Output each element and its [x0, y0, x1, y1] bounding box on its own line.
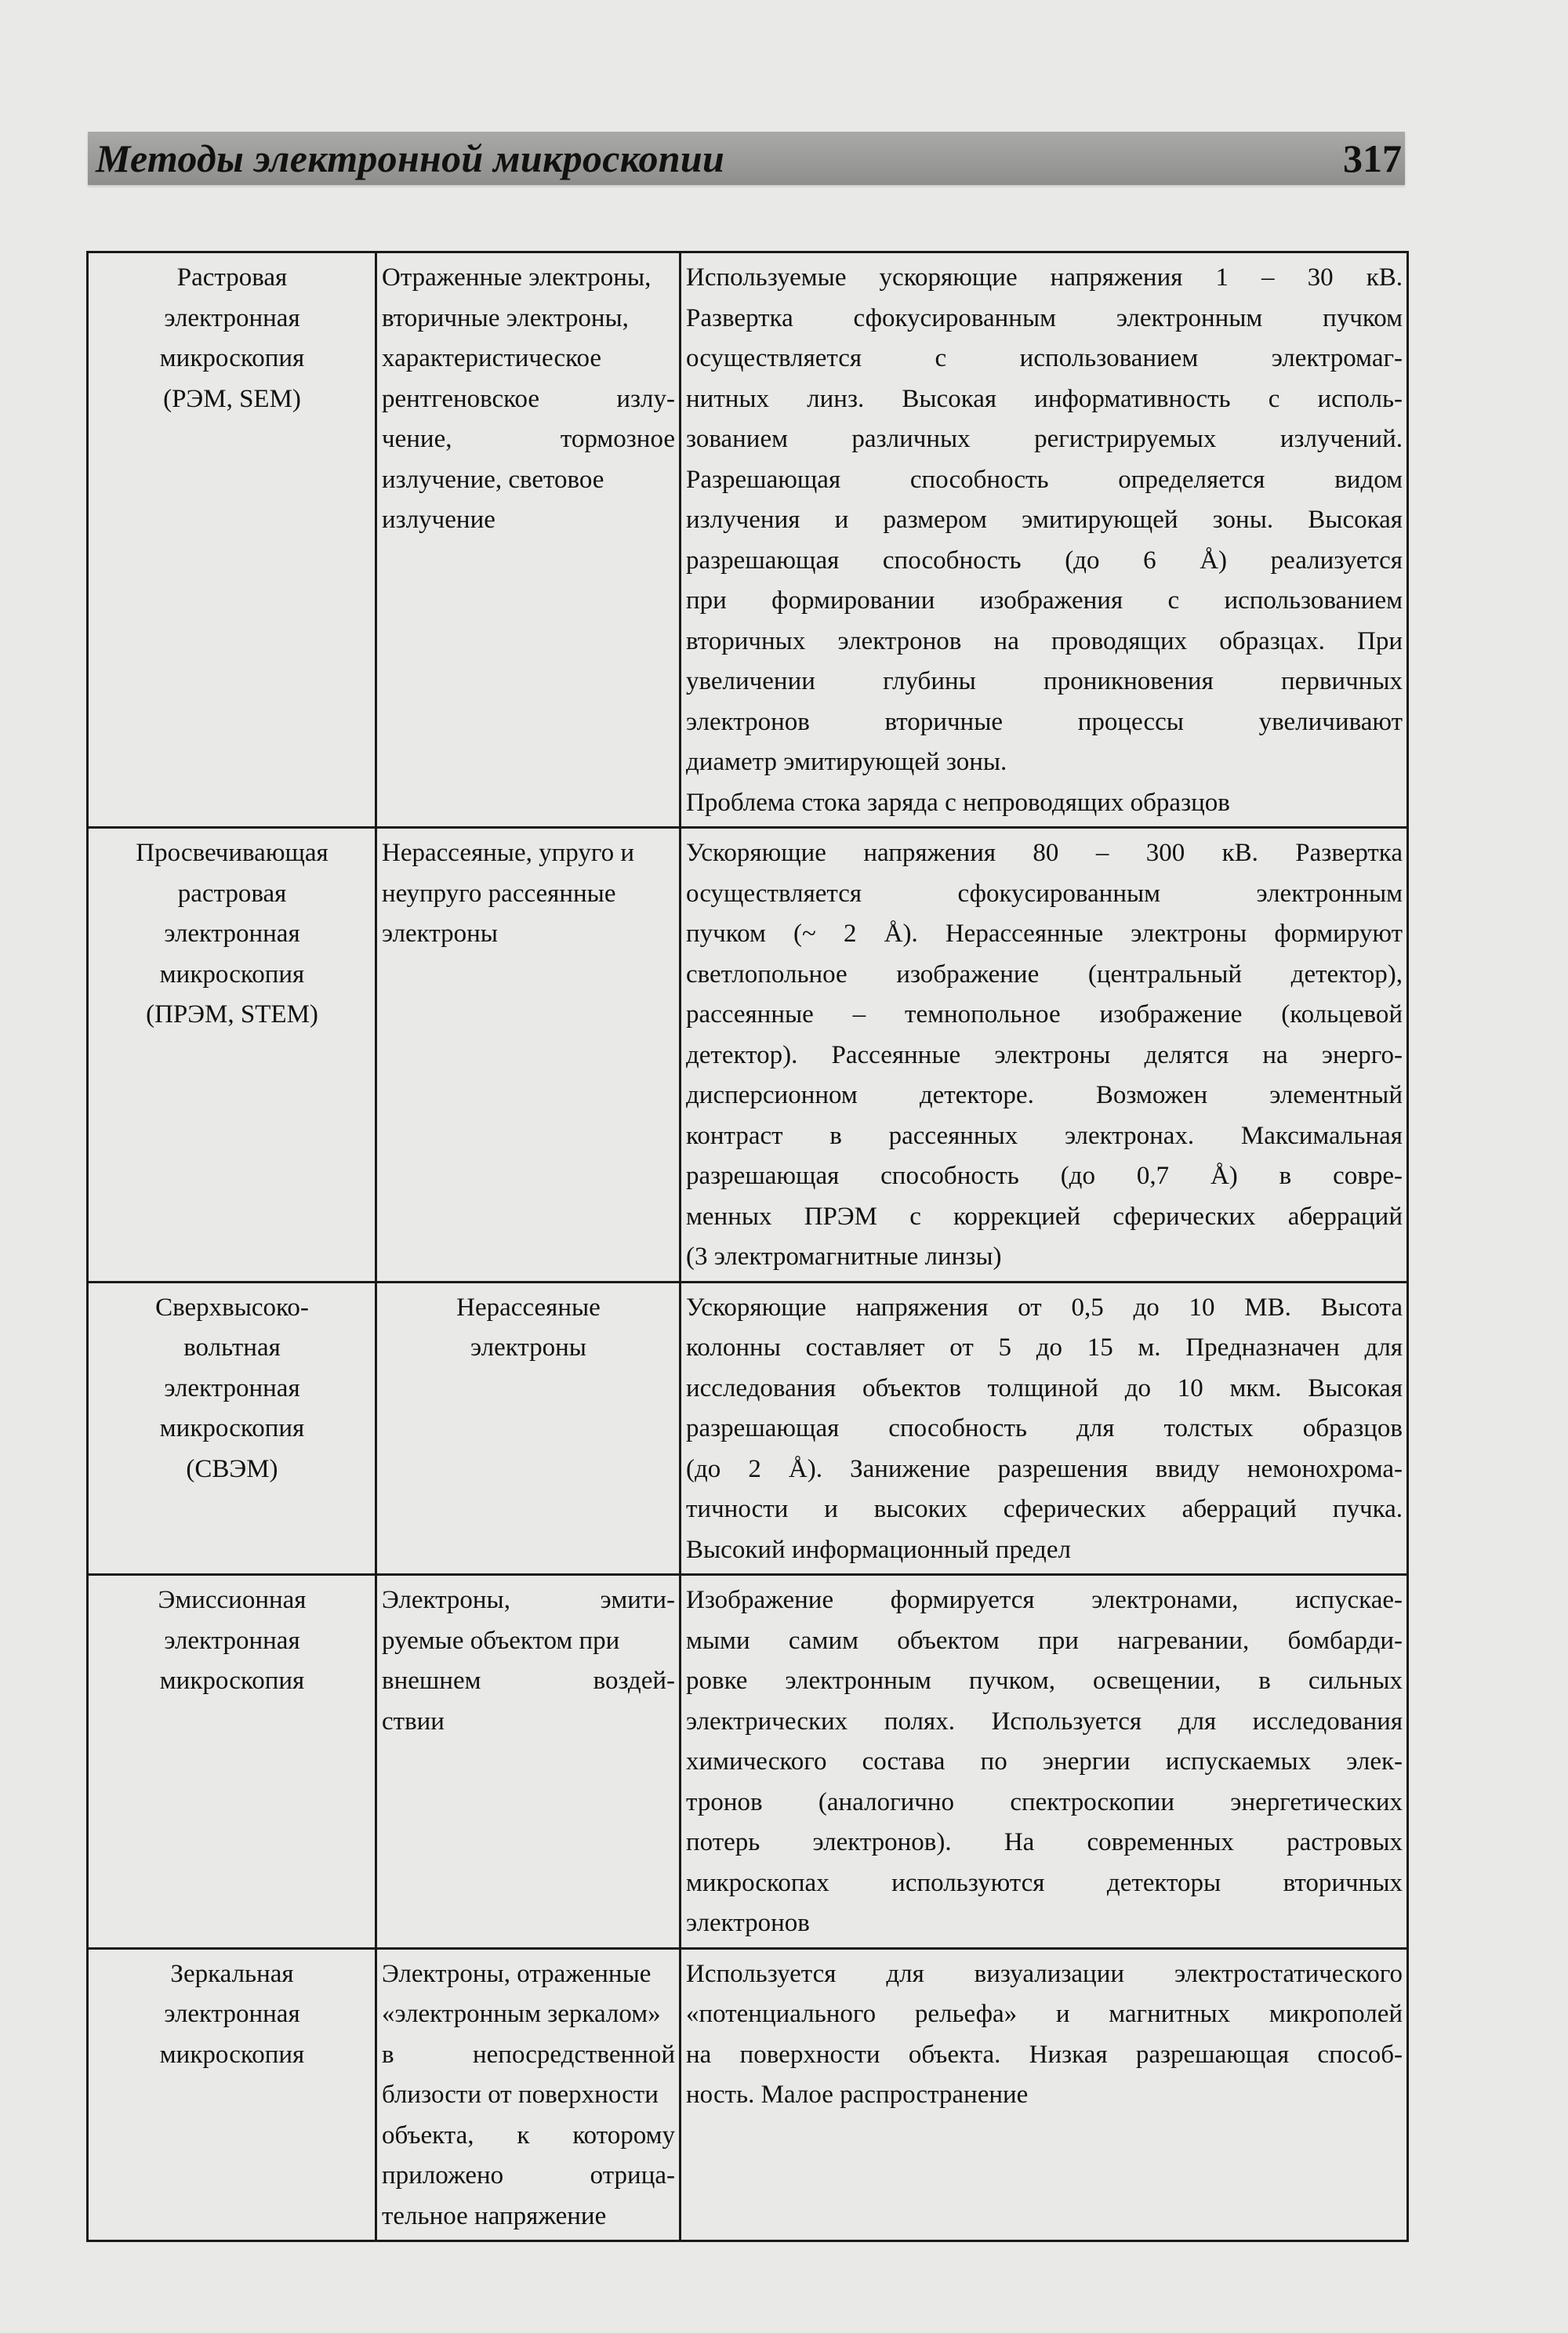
signal-cell — [376, 1575, 681, 1949]
method-line: вольтная — [183, 1333, 281, 1362]
signal-line: Нерассеяные, упруго и — [382, 839, 634, 867]
signal-line: электроны — [470, 1333, 586, 1362]
description-line: зованием различных регистрируемых излучений. — [686, 425, 1403, 453]
description-line: осуществляется с использованием электромаг- — [686, 344, 1403, 372]
method-line: Просвечивающая — [136, 839, 328, 867]
description-line: вторичных электронов на проводящих образцах. При — [686, 626, 1403, 655]
method-line: Зеркальная — [170, 1959, 294, 1988]
description-line: пучком (~ 2 Å). Нерассеянные электроны формируют — [686, 920, 1403, 948]
table-row — [88, 252, 1408, 828]
description-cell — [681, 828, 1408, 1283]
method-line: микроскопия — [159, 344, 305, 372]
method-line: Эмиссионная — [158, 1586, 307, 1614]
signal-line: излучение, световое — [382, 465, 604, 494]
description-line: разрешающая способность (до 0,7 Å) в совре- — [686, 1162, 1403, 1190]
signal-line: характеристическое — [382, 344, 602, 372]
table-row — [88, 1948, 1408, 2241]
description-line: излучения и размером эмитирующей зоны. Высокая — [686, 506, 1403, 534]
description-line: тичности и высоких сферических аберраций пучка. — [686, 1495, 1403, 1523]
description-line: электронов — [686, 1909, 810, 1937]
signal-line: «электронным зеркалом» — [382, 2000, 661, 2028]
description-line: разрешающая способность для толстых образцов — [686, 1414, 1403, 1442]
description-line: Проблема стока заряда с непроводящих образцов — [686, 788, 1230, 817]
description-line: Используется для визуализации электростатического — [686, 1959, 1403, 1988]
signal-cell — [376, 1282, 681, 1575]
method-line: электронная — [164, 920, 300, 948]
description-line: при формировании изображения с использованием — [686, 586, 1403, 615]
signal-line: внешнем воздей- — [382, 1667, 675, 1695]
signal-line: рентгеновское излу- — [382, 384, 675, 413]
method-cell — [88, 1575, 376, 1949]
signal-line: ствии — [382, 1707, 445, 1736]
description-line: контраст в рассеянных электронах. Максимальная — [686, 1121, 1403, 1150]
description-line: Разрешающая способность определяется видом — [686, 465, 1403, 494]
description-line: разрешающая способность (до 6 Å) реализуется — [686, 546, 1403, 575]
method-line: микроскопия — [159, 1414, 305, 1442]
method-cell — [88, 1282, 376, 1575]
method-line: электронная — [164, 1373, 300, 1402]
method-line: Сверхвысоко- — [155, 1293, 309, 1322]
signal-line: в непосредственной — [382, 2040, 675, 2069]
table-row — [88, 828, 1408, 1283]
method-line: (СВЭМ) — [186, 1454, 278, 1483]
signal-line: излучение — [382, 506, 495, 534]
description-line: Высокий информационный предел — [686, 1535, 1071, 1564]
description-line: Используемые ускоряющие напряжения 1 – 30 кВ. — [686, 263, 1403, 292]
method-line: микроскопия — [159, 2040, 305, 2069]
description-line: на поверхности объекта. Низкая разрешающая способ- — [686, 2040, 1403, 2069]
description-cell — [681, 1948, 1408, 2241]
signal-line: руемые объектом при — [382, 1626, 620, 1655]
signal-line: близости от поверхности — [382, 2081, 659, 2109]
description-line: электрических полях. Используется для исследования — [686, 1707, 1403, 1736]
signal-line: вторичные электроны, — [382, 303, 629, 332]
description-line: детектор). Рассеянные электроны делятся на энерго- — [686, 1040, 1403, 1069]
method-line: электронная — [164, 1626, 300, 1655]
description-line: дисперсионном детекторе. Возможен элементный — [686, 1081, 1403, 1109]
method-line: Растровая — [176, 263, 288, 292]
description-line: тронов (аналогично спектроскопии энергетических — [686, 1787, 1403, 1816]
description-line: микроскопах используются детекторы вторичных — [686, 1868, 1403, 1897]
signal-cell — [376, 1948, 681, 2241]
signal-line: чение, тормозное — [382, 425, 675, 453]
signal-cell — [376, 252, 681, 828]
description-line: Ускоряющие напряжения 80 – 300 кВ. Развертка — [686, 839, 1403, 867]
description-line: потерь электронов). На современных растровых — [686, 1828, 1403, 1856]
running-header-title: Методы электронной микроскопии — [96, 136, 725, 180]
description-line: Ускоряющие напряжения от 0,5 до 10 МВ. Высота — [686, 1293, 1403, 1322]
method-line: микроскопия — [159, 960, 305, 989]
description-cell — [681, 252, 1408, 828]
description-line: колонны составляет от 5 до 15 м. Предназначен для — [686, 1333, 1403, 1362]
table-row — [88, 1282, 1408, 1575]
description-line: химического состава по энергии испускаемых элек- — [686, 1747, 1403, 1776]
signal-line: Отраженные электроны, — [382, 263, 652, 292]
method-line: (РЭМ, SEM) — [163, 384, 301, 413]
description-line: (3 электромагнитные линзы) — [686, 1243, 1002, 1271]
method-cell — [88, 1948, 376, 2241]
signal-line: Электроны, эмити- — [382, 1586, 675, 1614]
description-line: электронов вторичные процессы увеличивают — [686, 707, 1403, 736]
description-line: диаметр эмитирующей зоны. — [686, 748, 1007, 776]
description-line: Изображение формируется электронами, испускае- — [686, 1586, 1403, 1614]
signal-line: объекта, к которому — [382, 2121, 675, 2150]
description-line: (до 2 Å). Занижение разрешения ввиду немонохрома- — [686, 1454, 1403, 1483]
signal-line: неупруго рассеянные — [382, 879, 616, 908]
method-line: электронная — [164, 2000, 300, 2028]
signal-line: электроны — [382, 920, 498, 948]
description-cell — [681, 1282, 1408, 1575]
description-line: мыми самим объектом при нагревании, бомбарди- — [686, 1626, 1403, 1655]
signal-line: тельное напряжение — [382, 2201, 607, 2230]
description-line: рассеянные – темнопольное изображение (кольцевой — [686, 1000, 1403, 1029]
description-line: «потенциального рельефа» и магнитных микрополей — [686, 2000, 1403, 2028]
method-line: (ПРЭМ, STEM) — [146, 1000, 318, 1029]
description-line: осуществляется сфокусированным электронным — [686, 879, 1403, 908]
method-cell — [88, 828, 376, 1283]
method-line: электронная — [164, 303, 300, 332]
table-row — [88, 1575, 1408, 1949]
microscopy-methods-table — [86, 251, 1409, 2242]
description-line: нитных линз. Высокая информативность с исполь- — [686, 384, 1403, 413]
description-line: ность. Малое распространение — [686, 2081, 1029, 2109]
description-line: ровке электронным пучком, освещении, в сильных — [686, 1667, 1403, 1695]
description-cell — [681, 1575, 1408, 1949]
description-line: светлопольное изображение (центральный детектор), — [686, 960, 1403, 989]
signal-line: Электроны, отраженные — [382, 1959, 652, 1988]
description-line: увеличении глубины проникновения первичных — [686, 667, 1403, 695]
description-line: Развертка сфокусированным электронным пучком — [686, 303, 1403, 332]
method-cell — [88, 252, 376, 828]
method-line: растровая — [177, 879, 287, 908]
signal-line: приложено отрица- — [382, 2161, 675, 2190]
signal-cell — [376, 828, 681, 1283]
page-number: 317 — [1343, 136, 1402, 180]
description-line: исследования объектов толщиной до 10 мкм. Высокая — [686, 1373, 1403, 1402]
method-line: микроскопия — [159, 1667, 305, 1695]
signal-line: Нерассеяные — [456, 1293, 601, 1322]
description-line: менных ПРЭМ с коррекцией сферических аберраций — [686, 1202, 1403, 1231]
